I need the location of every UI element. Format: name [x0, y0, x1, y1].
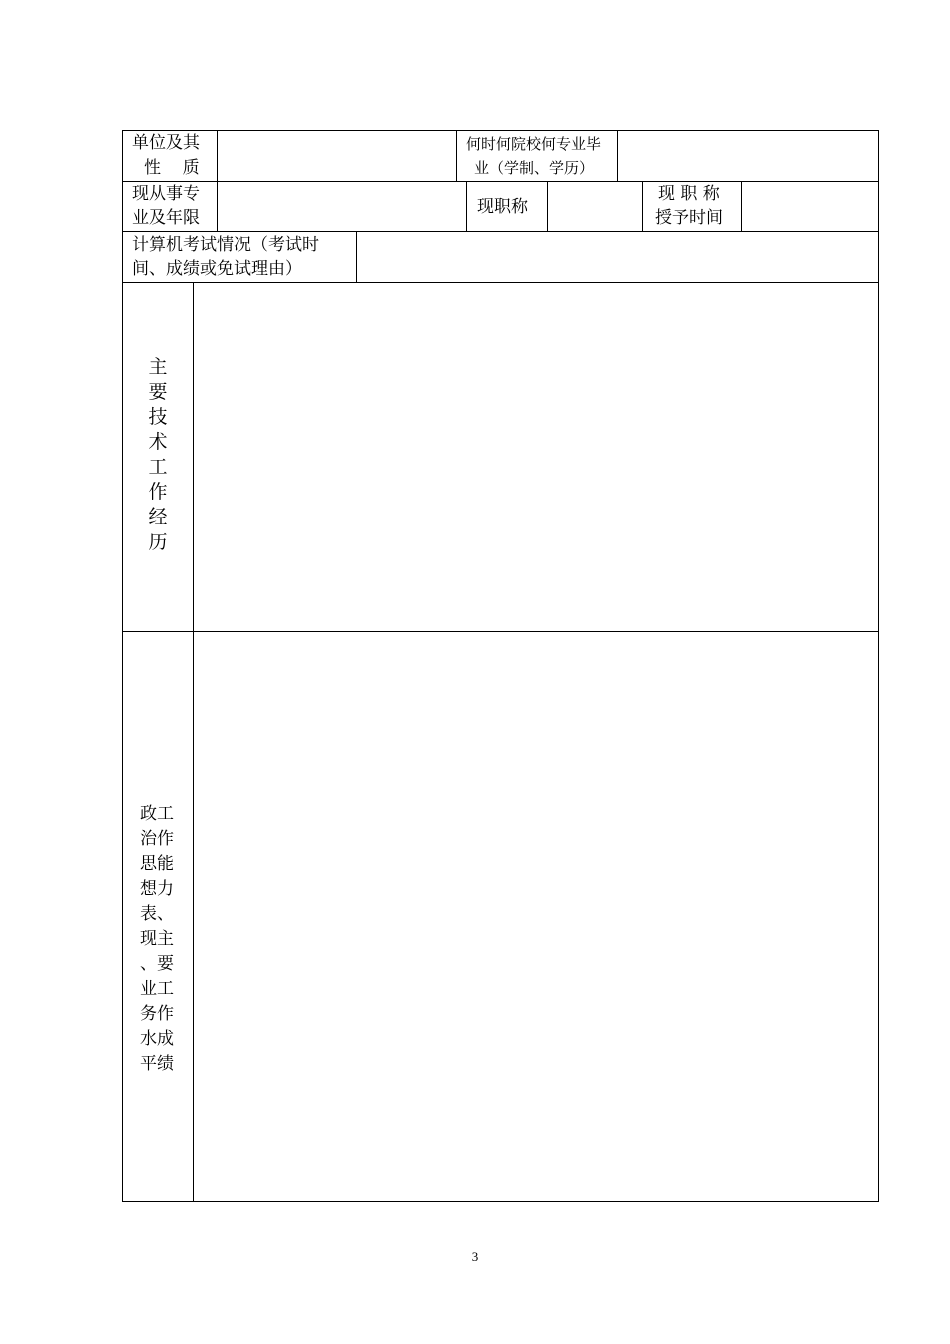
performance-label-line: 思能 [140, 854, 174, 874]
unit-field[interactable] [218, 131, 455, 180]
current-title-field[interactable] [548, 182, 641, 230]
title-date-field[interactable] [742, 182, 878, 230]
performance-label-line: 政工 [140, 804, 174, 824]
experience-label [123, 355, 193, 555]
cell-divider [456, 130, 457, 181]
major-label-line2: 业及年限 [132, 208, 200, 228]
computer-exam-label-line2: 间、成绩或免试理由） [132, 259, 302, 279]
experience-label-char: 工 [148, 456, 168, 478]
performance-label-line: 想力 [140, 879, 174, 899]
performance-label-line: 业工 [140, 979, 174, 999]
experience-label-char: 历 [148, 531, 168, 553]
performance-label-line: 表、 [140, 904, 174, 924]
performance-label-line: 务作 [140, 1004, 174, 1024]
performance-label-line: 现主 [140, 929, 174, 949]
major-label-line1: 现从事专 [132, 184, 200, 204]
experience-label-char: 术 [148, 431, 168, 453]
computer-exam-label-line1: 计算机考试情况（考试时 [132, 235, 319, 255]
performance-label [140, 802, 174, 1077]
unit-label-line2: 性 质 [144, 158, 200, 178]
experience-field[interactable] [194, 283, 878, 630]
cell-divider [466, 181, 467, 231]
performance-label-line: 水成 [140, 1029, 174, 1049]
major-years-field[interactable] [218, 182, 465, 230]
title-date-label-line1: 现 职 称 [658, 184, 720, 204]
performance-label-line: 平绩 [140, 1054, 174, 1074]
experience-label-char: 要 [148, 381, 168, 403]
experience-label-char: 经 [148, 506, 168, 528]
performance-label-line: 、要 [140, 954, 174, 974]
performance-field[interactable] [194, 632, 878, 1201]
title-date-label-line2: 授予时间 [655, 208, 723, 228]
experience-label-char: 主 [148, 356, 168, 378]
cell-divider [642, 181, 643, 231]
computer-exam-field[interactable] [357, 232, 878, 281]
page-number: 3 [471, 1249, 479, 1264]
experience-label-char: 技 [148, 406, 168, 428]
graduation-label-line1: 何时何院校何专业毕 [466, 135, 602, 153]
graduation-field[interactable] [618, 131, 878, 180]
performance-label-line: 治作 [140, 829, 174, 849]
graduation-label-line2: 业（学制、学历） [474, 159, 595, 177]
experience-label-char: 作 [148, 481, 168, 503]
unit-label-line1: 单位及其 [132, 133, 200, 153]
current-title-label: 现职称 [477, 197, 528, 217]
